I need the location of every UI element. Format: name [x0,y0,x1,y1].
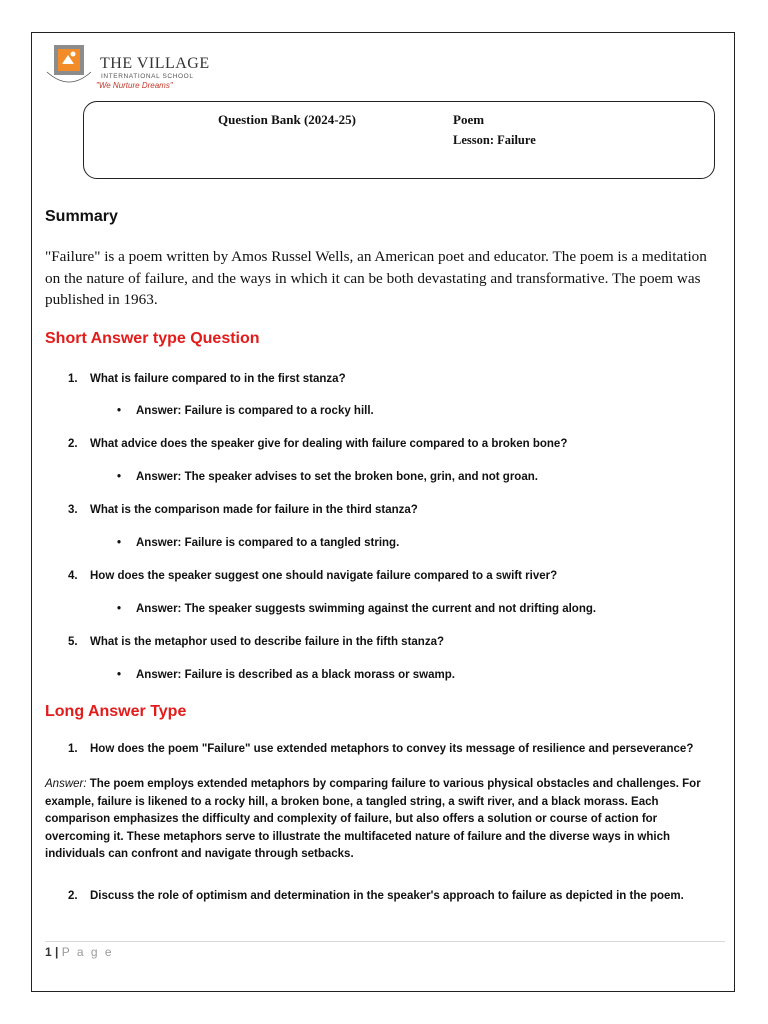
page-footer [45,945,114,959]
header-box [83,101,715,179]
school-name: THE VILLAGE [100,55,210,72]
school-tagline: "We Nurture Dreams" [96,81,173,90]
long-answer-text: Answer: The poem employs extended metaphors by comparing failure to various physical obstacles and challenges. For example, failure is likened to a rocky hill, a broken bone, a tangled string, a swift river, and a black morass. Each comparison emphasizes the difficulty and complexity of failure, but also offers a solution or course of action for overcoming it. These metaphors serve to illustrate the multifaceted nature of failure and the diverse ways in which individuals can confront and navigate through setbacks. [45,778,701,860]
question-item: 1. How does the poem "Failure" use extended metaphors to convey its message of resilience and perseverance? [68,743,694,755]
question-item: 3. What is the comparison made for failure in the third stanza? [68,504,418,516]
lesson-label: Lesson: Failure [453,133,536,147]
page-number: 1 [45,945,52,959]
question-item: 1. What is failure compared to in the first stanza? [68,373,346,385]
answer-item: • Answer: Failure is described as a black morass or swamp. [136,669,455,681]
short-answer-heading: Short Answer type Question [45,330,260,347]
question-item: 2. What advice does the speaker give for dealing with failure compared to a broken bone? [68,438,568,450]
school-emblem-icon [44,42,104,92]
summary-heading: Summary [45,208,118,225]
answer-item: • Answer: The speaker advises to set the broken bone, grin, and not groan. [136,471,538,483]
summary-text: "Failure" is a poem written by Amos Russel Wells, an American poet and educator. The poem is a meditation on the nature of failure, and the ways in which it can be both devastating and transformative. The poem was published in 1963. [45,248,707,308]
footer-divider [45,941,725,942]
page-separator: | [55,945,59,959]
answer-item: • Answer: Failure is compared to a tangled string. [136,537,399,549]
type-label: Poem [453,112,485,127]
question-item: 2. Discuss the role of optimism and determination in the speaker's approach to failure as depicted in the poem. [68,890,684,902]
question-bank-title: Question Bank (2024-25) [218,112,356,127]
question-item: 4. How does the speaker suggest one should navigate failure compared to a swift river? [68,570,558,582]
answer-item: • Answer: Failure is compared to a rocky hill. [136,405,374,417]
question-item: 5. What is the metaphor used to describe failure in the fifth stanza? [68,636,444,648]
page-label: P a g e [61,945,114,959]
long-answer-heading: Long Answer Type [45,703,187,720]
school-subtitle: INTERNATIONAL SCHOOL [101,73,194,80]
answer-item: • Answer: The speaker suggests swimming against the current and not drifting along. [136,603,596,615]
